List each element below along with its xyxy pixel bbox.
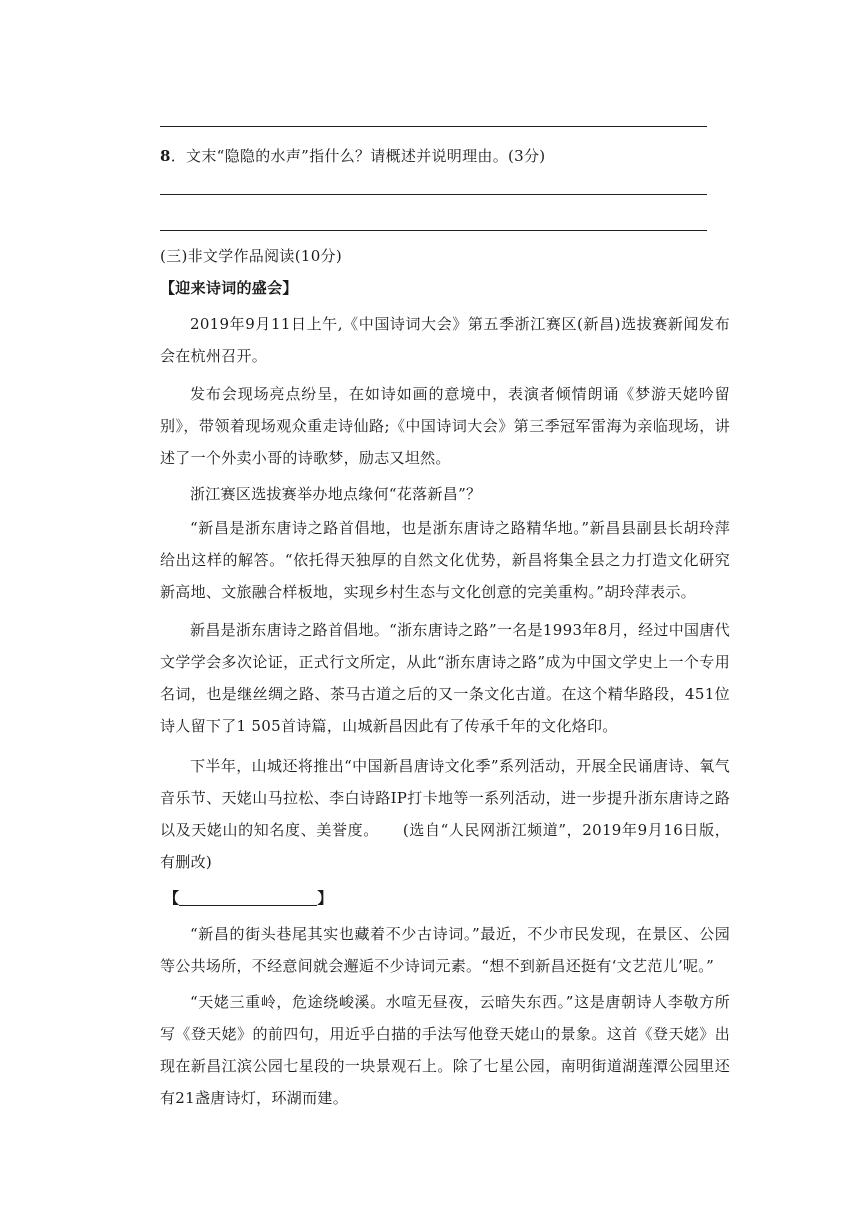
answer-line xyxy=(160,230,707,231)
question-number: 8 xyxy=(160,147,171,165)
article-title-blank xyxy=(164,882,734,914)
paragraph: 浙江赛区选拔赛举办地点缘何“花落新昌”？ xyxy=(190,485,482,503)
paragraph: 下半年，山城还将推出“中国新昌唐诗文化季”系列活动，开展全民诵唐诗、氧气音乐节、天姥山马拉松、李白诗路IP打卡地等一系列活动，进一步提升浙东唐诗之路以及天姥山的知名度、美誉度。 xyxy=(160,757,730,839)
paragraph: 发布会现场亮点纷呈，在如诗如画的意境中，表演者倾情朗诵《梦游天姥吟留别》，带领着现场观众重走诗仙路;《中国诗词大会》第三季冠军雷海为亲临现场，讲述了一个外卖小哥的诗歌梦，励志又坦然。 xyxy=(160,385,730,467)
paragraph: 2019年9月11日上午,《中国诗词大会》第五季浙江赛区(新昌)选拔赛新闻发布会在杭州召开。 xyxy=(160,315,730,365)
bracket-open: 【 xyxy=(164,889,180,907)
answer-line xyxy=(160,194,707,195)
answer-line xyxy=(160,126,707,127)
paragraph: “新昌是浙东唐诗之路首倡地，也是浙东唐诗之路精华地。”新昌县副县长胡玲萍给出这样的解答。“依托得天独厚的自然文化优势，新昌将集全县之力打造文化研究新高地、文旅融合样板地，实现乡村生态与文化创意的完美重构。”胡玲萍表示。 xyxy=(160,519,730,601)
question-8 xyxy=(160,140,730,172)
paragraph: “新昌的街头巷尾其实也藏着不少古诗词。”最近，不少市民发现，在景区、公园等公共场所，不经意间就会邂逅不少诗词元素。“想不到新昌还挺有‘文艺范儿’呢。” xyxy=(160,925,730,975)
paragraph: 新昌是浙东唐诗之路首倡地。“浙东唐诗之路”一名是1993年8月，经过中国唐代文学学会多次论证，正式行文所定，从此“浙东唐诗之路”成为中国文学史上一个专用名词，也是继丝绸之路、茶马古道之后的又一条文化古道。在这个精华路段，451位诗人留下了1 505首诗篇，山城新昌因此有了传承千年的文化烙印。 xyxy=(160,621,730,735)
paragraph-with-source xyxy=(160,750,730,878)
section-title: (三)非文学作品阅读(10分) xyxy=(160,247,342,265)
paragraph: “天姥三重岭，危途绕峻溪。水喧无昼夜，云暗失东西。”这是唐朝诗人李敬方所写《登天姥》的前四句，用近乎白描的手法写他登天姥山的景象。这首《登天姥》出现在新昌江滨公园七星段的一块景观石上。除了七星公园，南明街道湖莲潭公园里还有21盏唐诗灯，环湖而建。 xyxy=(160,993,730,1107)
source-citation: (选自“人民网浙江频道”，2019年9月16日版，有删改) xyxy=(160,821,730,871)
title-blank xyxy=(179,889,317,906)
bracket-close: 】 xyxy=(317,889,333,907)
article-title: 【迎来诗词的盛会】 xyxy=(160,279,298,297)
question-text: ．文末“隐隐的水声”指什么？请概述并说明理由。(3分) xyxy=(170,147,546,165)
